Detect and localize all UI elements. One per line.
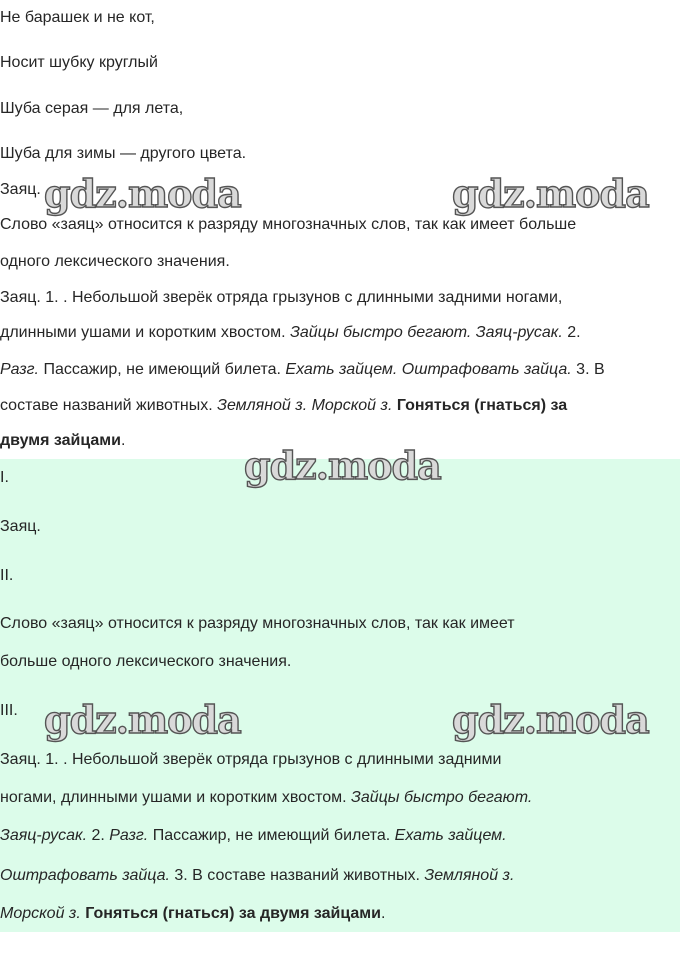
green-definition-line-3	[0, 826, 507, 846]
explanation-line-2: одного лексического значения.	[0, 253, 230, 270]
answer-block	[0, 459, 680, 932]
example-text: Зайцы быстро бегают.	[351, 789, 533, 806]
definition-text: Заяц. 1. . Небольшой зверёк отряда грызунов с длинными задними ногами,	[0, 289, 563, 306]
answer-text: Заяц.	[0, 181, 41, 198]
definition-line-5	[0, 431, 125, 451]
definition-text: 2.	[562, 324, 581, 341]
green-explanation-line-2: больше одного лексического значения.	[0, 653, 292, 670]
definition-text: ногами, длинными ушами и коротким хвостом.	[0, 789, 351, 806]
watermark-logo: gdz.moda	[452, 171, 649, 216]
section-label-3: III.	[0, 702, 18, 719]
example-text: Ехать зайцем. Оштрафовать зайца.	[285, 361, 572, 378]
style-mark: Разг.	[109, 827, 149, 844]
definition-text: 2.	[87, 827, 110, 844]
explanation-line-1: Слово «заяц» относится к разряду многозначных слов, так как имеет больше	[0, 216, 577, 233]
idiom-text: Гоняться (гнаться) за	[392, 397, 568, 414]
idiom-text: двумя зайцами	[0, 432, 121, 449]
definition-text: Пассажир, не имеющий билета.	[148, 827, 395, 844]
green-definition-line-1	[0, 750, 501, 770]
definition-text: составе названий животных.	[0, 397, 218, 414]
definition-text: 3. В	[571, 361, 605, 378]
riddle-line-2: Носит шубку круглый	[0, 54, 158, 71]
example-text: Земляной з.	[424, 867, 515, 884]
riddle-line-1: Не барашек и не кот,	[0, 9, 155, 26]
green-explanation-line-1: Слово «заяц» относится к разряду многозначных слов, так как имеет	[0, 615, 515, 632]
definition-line-1	[0, 288, 562, 308]
example-text: Оштрафовать зайца.	[0, 867, 170, 884]
watermark-logo: gdz.moda	[244, 443, 441, 488]
example-text: Земляной з. Морской з.	[217, 397, 393, 414]
green-definition-line-5	[0, 904, 385, 924]
definition-line-2	[0, 323, 581, 343]
idiom-text: Гоняться (гнаться) за двумя зайцами	[80, 905, 381, 922]
definition-line-4	[0, 396, 567, 416]
definition-text: длинными ушами и коротким хвостом.	[0, 324, 291, 341]
green-definition-line-4	[0, 866, 514, 886]
section-label-2: II.	[0, 567, 14, 584]
definition-text: .	[380, 905, 386, 922]
definition-text: Пассажир, не имеющий билета.	[39, 361, 286, 378]
green-definition-line-2	[0, 788, 532, 808]
example-text: Ехать зайцем.	[394, 827, 507, 844]
style-mark: Разг.	[0, 361, 39, 378]
example-text: Морской з.	[0, 905, 81, 922]
definition-text: 3. В составе названий животных.	[169, 867, 425, 884]
example-text: Заяц-русак.	[0, 827, 88, 844]
watermark-logo: gdz.moda	[44, 697, 241, 742]
definition-line-3	[0, 360, 605, 380]
riddle-line-3: Шуба серая — для лета,	[0, 100, 184, 117]
definition-text: Заяц. 1. . Небольшой зверёк отряда грызунов с длинными задними	[0, 751, 502, 768]
watermark-logo: gdz.moda	[44, 171, 241, 216]
green-answer-text: Заяц.	[0, 518, 41, 535]
definition-text: .	[120, 432, 126, 449]
example-text: Зайцы быстро бегают. Заяц-русак.	[290, 324, 563, 341]
riddle-line-4: Шуба для зимы — другого цвета.	[0, 145, 247, 162]
watermark-logo: gdz.moda	[452, 697, 649, 742]
section-label-1: I.	[0, 469, 9, 486]
